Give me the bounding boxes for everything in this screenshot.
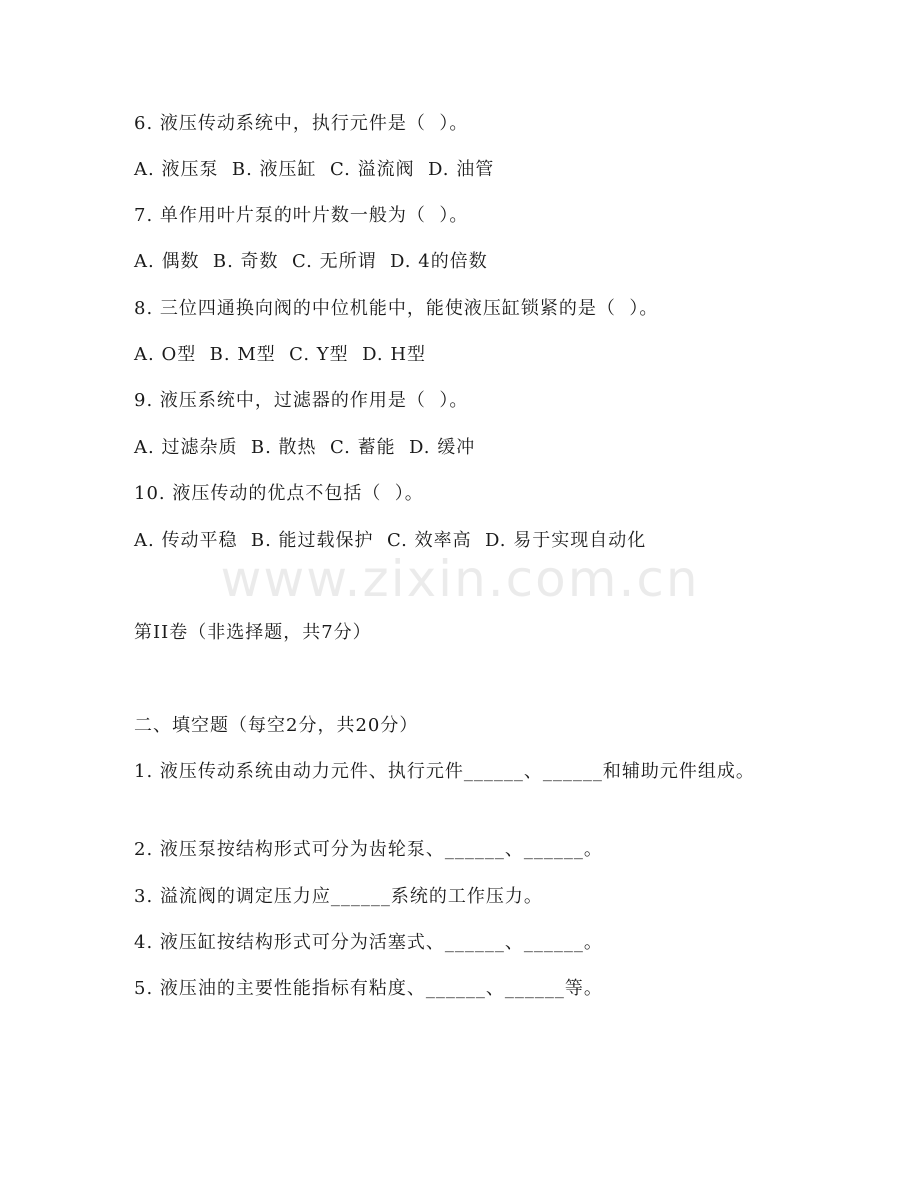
part-2-title: 第II卷（非选择题，共7分） xyxy=(134,622,372,643)
fill-blank-4: 4. 液压缸按结构形式可分为活塞式、______、______。 xyxy=(134,932,603,953)
fill-blank-3: 3. 溢流阀的调定压力应______系统的工作压力。 xyxy=(134,886,543,907)
question-10-options: A. 传动平稳 B. 能过载保护 C. 效率高 D. 易于实现自动化 xyxy=(134,530,647,551)
question-6-stem: 6. 液压传动系统中，执行元件是（ ）。 xyxy=(134,113,469,134)
question-7-options: A. 偶数 B. 奇数 C. 无所谓 D. 4的倍数 xyxy=(134,251,488,272)
fill-blank-5: 5. 液压油的主要性能指标有粘度、______、______等。 xyxy=(134,978,603,999)
fill-blank-2: 2. 液压泵按结构形式可分为齿轮泵、______、______。 xyxy=(134,839,603,860)
question-9-stem: 9. 液压系统中，过滤器的作用是（ ）。 xyxy=(134,390,469,411)
watermark: www.zixin.com.cn xyxy=(220,550,700,608)
question-8-options: A. O型 B. M型 C. Y型 D. H型 xyxy=(134,344,427,365)
question-9-options: A. 过滤杂质 B. 散热 C. 蓄能 D. 缓冲 xyxy=(134,437,476,458)
question-8-stem: 8. 三位四通换向阀的中位机能中，能使液压缸锁紧的是（ ）。 xyxy=(134,298,659,319)
question-10-stem: 10. 液压传动的优点不包括（ ）。 xyxy=(134,483,424,504)
question-7-stem: 7. 单作用叶片泵的叶片数一般为（ ）。 xyxy=(134,205,469,226)
section-2-title: 二、填空题（每空2分，共20分） xyxy=(134,715,419,736)
question-6-options: A. 液压泵 B. 液压缸 C. 溢流阀 D. 油管 xyxy=(134,159,495,180)
fill-blank-1: 1. 液压传动系统由动力元件、执行元件______、______和辅助元件组成。 xyxy=(134,761,755,782)
